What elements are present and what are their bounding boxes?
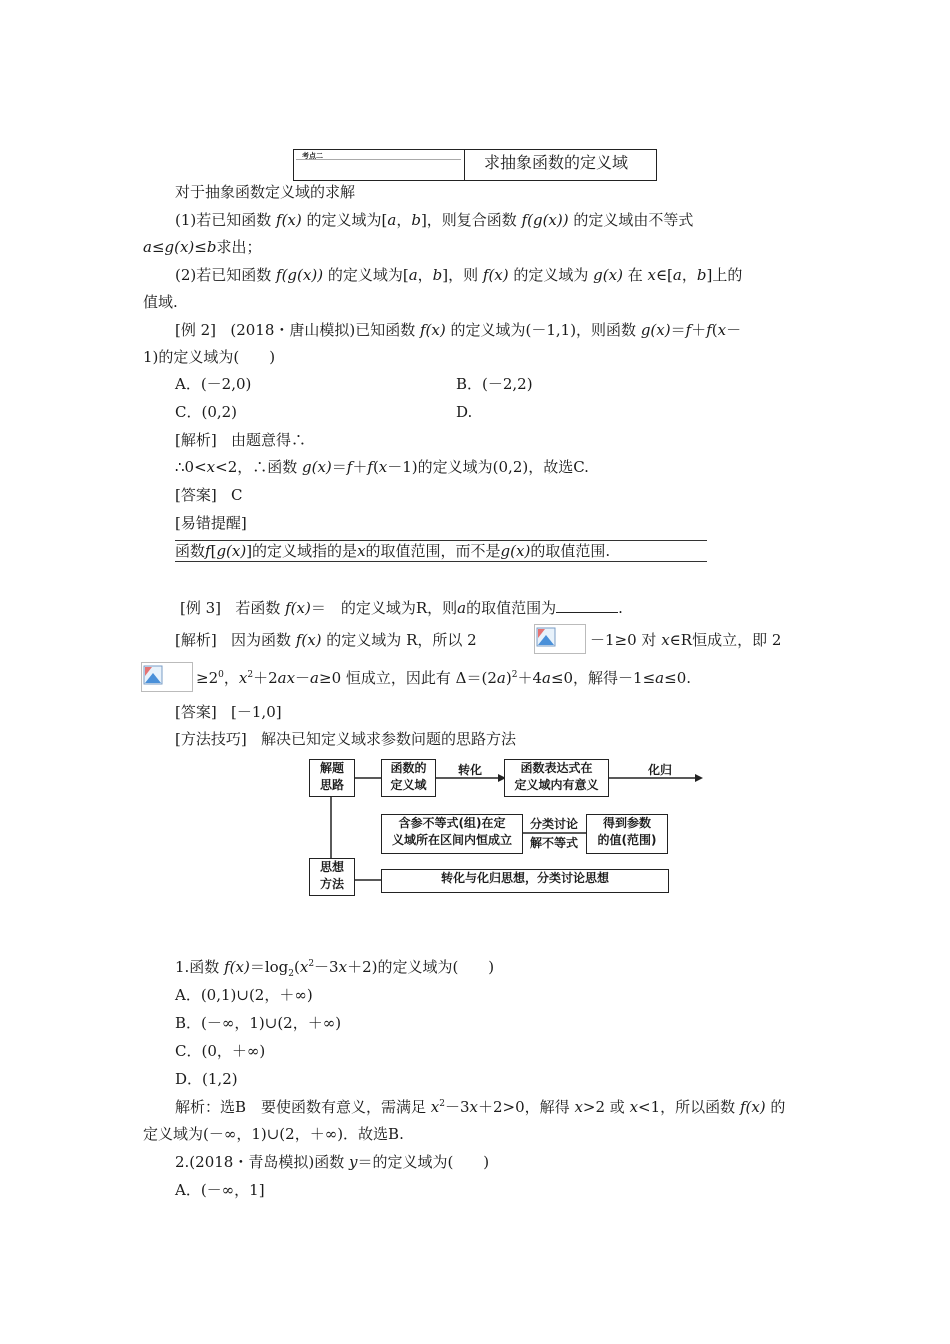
section-tag: 考点二 xyxy=(302,152,323,160)
example-2-answer: [答案] C xyxy=(175,486,243,504)
fc-param-inequality: 含参不等式(组)在定 义域所在区间内恒成立 xyxy=(381,814,523,854)
fc-arrow-case-bot: 解不等式 xyxy=(529,836,578,850)
option-a: A．(－2,0) xyxy=(175,375,252,393)
example-3-analysis: [解析] 因为函数 f(x) 的定义域为 R，所以 2 xyxy=(175,631,477,649)
option-b: B．(－2,2) xyxy=(456,375,533,393)
ex1-option-c: C．(0，＋∞) xyxy=(175,1042,266,1060)
ex1-solution-cont: 定义域为(－∞，1)∪(2，＋∞)．故选B. xyxy=(143,1125,404,1143)
fc-function-domain: 函数的 定义域 xyxy=(381,759,436,797)
rule-1-cont: a≤g(x)≤b求出； xyxy=(143,238,262,256)
fc-ideas: 转化与化归思想，分类讨论思想 xyxy=(381,869,669,893)
intro-lead: 对于抽象函数定义域的求解 xyxy=(175,183,356,201)
fc-thinking-method: 思想 方法 xyxy=(309,858,355,896)
ex1-option-a: A．(0,1)∪(2，＋∞) xyxy=(175,986,313,1004)
example-2-cont: 1)的定义域为( ) xyxy=(143,348,276,366)
fc-expression-meaningful: 函数表达式在 定义域内有意义 xyxy=(504,759,609,797)
fc-param-value: 得到参数 的值(范围) xyxy=(586,814,668,854)
example-3-analysis-tail: －1≥0 对 x∈R恒成立，即 2 xyxy=(590,631,782,649)
ex1-solution: 解析：选B 要使函数有意义，需满足 $x^2-3x+2>0$，解得 x>2 或 x<1，所以函数 f(x) 的 xyxy=(175,1098,786,1116)
ex1-option-b: B．(－∞，1)∪(2，＋∞) xyxy=(175,1014,342,1032)
rule-1: (1)若已知函数 f(x) 的定义域为[a，b]，则复合函数 f(g(x)) 的定义域由不等式 xyxy=(175,211,694,229)
example-3-analysis-2: $\ge 2^0$，$x^2+2ax-a\ge 0$ 恒成立，因此有 $\Delta=(2a)^2+4a\le 0$，解得－1≤a≤0. xyxy=(196,669,692,687)
rule-2-cont: 值域. xyxy=(143,293,178,311)
method-heading: [方法技巧] 解决已知定义域求参数问题的思路方法 xyxy=(175,730,517,748)
fc-arrow-reduce: 化归 xyxy=(647,763,672,777)
example-2-question: [例 2] (2018・唐山模拟)已知函数 f(x) 的定义域为(－1,1)，则函数 g(x)＝f＋f(x－ xyxy=(175,321,742,339)
fc-solve-approach: 解题 思路 xyxy=(309,759,355,797)
example-3-answer: [答案] [－1,0] xyxy=(175,703,282,721)
exercise-2: 2.(2018・青岛模拟)函数 y＝的定义域为( ) xyxy=(175,1153,490,1171)
fc-arrow-case-top: 分类讨论 xyxy=(529,817,578,831)
exercise-1: 1.函数 $f(x)=\log_2(x^2-3x+2)$的定义域为( ) xyxy=(175,958,495,979)
ex1-option-d: D．(1,2) xyxy=(175,1070,238,1088)
example-2-analysis: [解析] 由题意得∴ xyxy=(175,431,307,449)
option-d: D. xyxy=(456,403,473,421)
option-c: C．(0,2) xyxy=(175,403,238,421)
fc-arrow-convert: 转化 xyxy=(457,763,482,777)
example-3-question: [例 3] 若函数 f(x)＝ 的定义域为R，则a的取值范围为 . xyxy=(180,599,623,617)
section-title: 求抽象函数的定义域 xyxy=(484,153,629,172)
warn-text: 函数f[g(x)]的定义域指的是x的取值范围，而不是g(x)的取值范围. xyxy=(175,540,707,562)
ex2-option-a: A．(－∞，1] xyxy=(175,1181,265,1199)
rule-2: (2)若已知函数 f(g(x)) 的定义域为[a，b]，则 f(x) 的定义域为 g(x) 在 x∈[a，b]上的 xyxy=(175,266,743,284)
example-2-analysis-2: ∴0<x<2，∴函数 g(x)＝f＋f(x－1)的定义域为(0,2)，故选C. xyxy=(175,458,589,476)
warn-label: [易错提醒] xyxy=(175,514,247,532)
